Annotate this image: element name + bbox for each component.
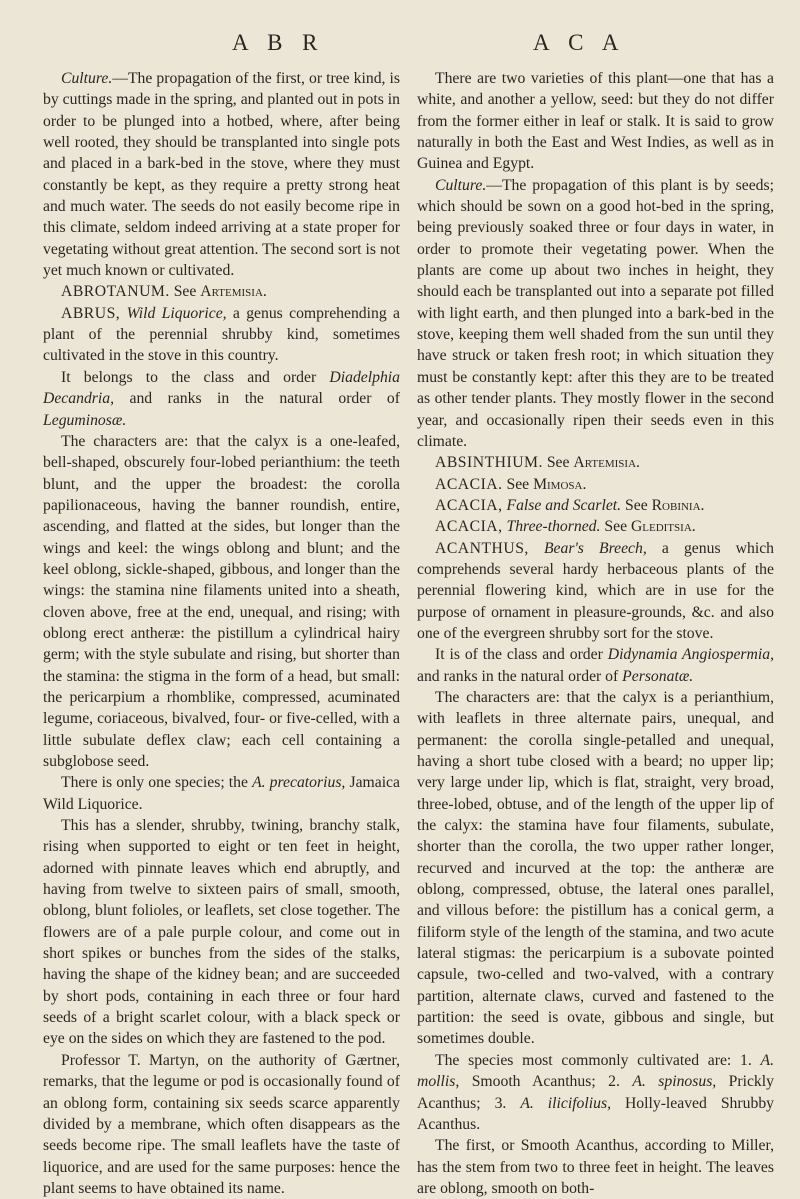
text-run: The species most commonly cultivated are: 1. bbox=[435, 1051, 761, 1069]
paragraph bbox=[417, 516, 774, 537]
running-header bbox=[0, 30, 800, 70]
right-column bbox=[417, 68, 774, 1199]
text-run: Diadelphia Decandria, bbox=[43, 368, 400, 408]
text-run: ABSINTHIUM. bbox=[435, 454, 543, 472]
text-run: See bbox=[621, 496, 652, 514]
text-run: See bbox=[542, 454, 574, 472]
paragraph bbox=[417, 474, 774, 495]
text-run: There is only one species; the bbox=[61, 774, 253, 792]
text-run: a genus which comprehends several hardy herbaceous plants of the perennial flowering kind, which are in use for the purpose of ornament in pleasure-grounds, &c. and also one of the evergreen shrubby sort for the stove. bbox=[417, 539, 774, 642]
text-run bbox=[529, 540, 544, 557]
text-run: There are two varieties of this plant—one that has a white, and another a yellow, seed: but they do not differ from the former either in leaf or stalk. It is said to grow naturally in both the East and West Indies, as well as in Guinea and Egypt. bbox=[417, 70, 774, 173]
text-run: Didynamia Angiospermia, bbox=[607, 646, 774, 664]
text-run: Gleditsia. bbox=[630, 518, 696, 536]
text-run: Personatæ. bbox=[622, 667, 694, 685]
paragraph bbox=[43, 68, 400, 281]
text-run: See bbox=[600, 518, 631, 536]
paragraph bbox=[43, 431, 400, 773]
text-run: ACACIA. bbox=[435, 475, 503, 493]
paragraph bbox=[417, 68, 774, 175]
paragraph bbox=[417, 1135, 774, 1199]
text-run: a genus comprehending a plant of the perennial shrubby kind, sometimes cultivated in the stove in this country. bbox=[43, 304, 400, 365]
text-run: See bbox=[502, 475, 534, 493]
text-run: Three-thorned. bbox=[506, 518, 601, 536]
text-run: Mimosa. bbox=[533, 475, 587, 493]
text-run: A. precatorius, bbox=[252, 774, 346, 792]
text-run: Professor T. Martyn, on the authority of Gærtner, remarks, that the legume or pod is occasionally found of an oblong form, containing six seeds scarce apparently divided by a membrane, which often disappears as the seeds become ripe. The small leaflets have the taste of liquorice, and are used for the same purposes: hence the plant seems to have obtained its name. bbox=[43, 1051, 400, 1197]
paragraph bbox=[43, 303, 400, 367]
text-run: —The propagation of this plant is by seeds; which should be sown on a good hot-bed in the spring, being previously soaked three or four days in water, in order to promote their vegetating power. When the plants are come up about two inches in height, they should each be transplanted out into a separate pot filled with light earth, and then plunged into a bark-bed in the stove, keeping them well shaded from the sun until they have struck or taken fresh root; in which situation they must be constantly kept: after this they are to be treated as other tender plants. They mostly flower in the second year, and occasionally ripen their seeds even in this climate. bbox=[417, 176, 774, 450]
paragraph bbox=[417, 175, 774, 452]
text-run: and ranks in the natural order of bbox=[417, 667, 623, 685]
paragraph bbox=[417, 1050, 774, 1135]
text-run: False and Scarlet. bbox=[506, 496, 622, 514]
text-run: Culture. bbox=[435, 176, 487, 194]
text-run: The characters are: that the calyx is a one-leafed, bell-shaped, obscurely four-lobed perianthium: the teeth blunt, and the upper the broadest: the corolla papilionaceous, having the banner roundish, entire, ascending, and flatted at the sides, but longer than the wings and keel: the wings oblong and blunt; and the keel oblong, sickle-shaped, gibbous, and longer than the wings: the stamina nine filaments united into a sheath, cloven above, free at the end, unequal, and rising; with oblong erect antheræ: the pistillum a cylindrical hairy germ; with the style subulate and rising, but shorter than the stamina: the stigma in the form of a head, but small: the pericarpium a rhomblike, compressed, acuminated legume, coriaceous, bivalved, four- or five-celled, with a little subulate deflex claw; each cell containing a subglobose seed. bbox=[43, 432, 400, 770]
text-run: ACACIA, bbox=[435, 496, 503, 514]
text-run: See bbox=[169, 283, 201, 301]
header-left: A B R bbox=[232, 30, 325, 55]
text-run: Jamaica Wild Liquorice. bbox=[43, 774, 400, 813]
paragraph bbox=[43, 772, 400, 815]
text-run: A. ilicifolius, bbox=[520, 1094, 611, 1112]
text-run: The characters are: that the calyx is a perianthium, with leaflets in three alternate pairs, unequal, and permanent: the corolla single-petalled and unequal, having a short tube closed with a beard; no upper lip; very large under lip, which is flat, straight, very broad, three-lobed, obtuse, and of the length of the upper lip of the calyx: the stamina have four filaments, subulate, shorter than the corolla, the two upper rather longer, recurved and incurved at the top: the antheræ are oblong, compressed, obtuse, the lateral ones parallel, and villous before: the pistillum has a conical germ, a filiform style of the length of the stamina, and two acute lateral stigmas: the pericarpium is a subovate pointed capsule, two-celled and two-valved, with a contrary partition, alternate claws, curved and fastened to the partition: the seed is ovate, gibbous and single, but sometimes double. bbox=[417, 688, 774, 1048]
text-run: Prickly Acanthus; 3. bbox=[417, 1073, 774, 1112]
text-run: ACANTHUS, bbox=[435, 539, 529, 557]
paragraph bbox=[417, 687, 774, 1050]
text-run: Culture. bbox=[61, 70, 113, 87]
text-run: ABRUS, bbox=[61, 304, 121, 322]
text-run: Artemisia. bbox=[200, 283, 267, 301]
text-run: A. mollis, bbox=[417, 1051, 774, 1091]
text-run: This has a slender, shrubby, twining, branchy stalk, rising when supported to eight or ten feet in height, adorned with pinnate leaves which end abruptly, and having from twelve to sixteen pairs of small, smooth, oblong, blunt folioles, or leaflets, set close together. The flowers are of a pale purple colour, and come out in short spikes or bunches from the sides of the stalks, having the shape of the kidney bean; and are succeeded by short pods, containing in each three or four hard seeds of a bright scarlet colour, with a black speck or eye on the sides on which they are fastened to the pod. bbox=[43, 817, 400, 1048]
text-run: Holly-leaved Shrubby Acanthus. bbox=[417, 1094, 775, 1133]
text-run: Bear's Breech, bbox=[543, 539, 647, 557]
text-run: —The propagation of the first, or tree kind, is by cuttings made in the spring, and planted out in pots in order to be plunged into a hotbed, where, after being well rooted, they should be transplanted into single pots and placed in a bark-bed in the stove, where they must constantly be kept, as they require a pretty strong heat and much water. The seeds do not easily become ripe in this climate, seldom indeed arriving at a state proper for vegetating without great attention. The second sort is not yet much known or cultivated. bbox=[43, 70, 400, 280]
header-right: A C A bbox=[533, 30, 626, 55]
paragraph bbox=[43, 1050, 400, 1199]
text-run: Artemisia. bbox=[573, 454, 640, 472]
paragraph bbox=[417, 452, 774, 473]
text-run: ABROTANUM. bbox=[61, 283, 170, 301]
text-run: Robinia. bbox=[651, 496, 705, 514]
paragraph bbox=[43, 367, 400, 431]
text-run: Leguminosæ. bbox=[43, 411, 127, 429]
text-run: A. spinosus, bbox=[632, 1073, 717, 1091]
text-run: and ranks in the natural order of bbox=[114, 390, 400, 408]
text-run: The first, or Smooth Acanthus, according to Miller, has the stem from two to three feet in height. The leaves are oblong, smooth on both- bbox=[417, 1137, 774, 1197]
paragraph bbox=[43, 815, 400, 1050]
paragraph bbox=[417, 644, 774, 687]
paragraph bbox=[417, 495, 774, 516]
text-run: It is of the class and order bbox=[435, 646, 608, 664]
text-run: ACACIA, bbox=[435, 518, 503, 536]
left-column bbox=[43, 68, 400, 1199]
paragraph bbox=[43, 281, 400, 302]
text-run: It belongs to the class and order bbox=[61, 368, 330, 386]
paragraph bbox=[417, 538, 774, 645]
text-run: Smooth Acanthus; 2. bbox=[459, 1073, 633, 1091]
text-run: Wild Liquorice, bbox=[126, 304, 227, 322]
